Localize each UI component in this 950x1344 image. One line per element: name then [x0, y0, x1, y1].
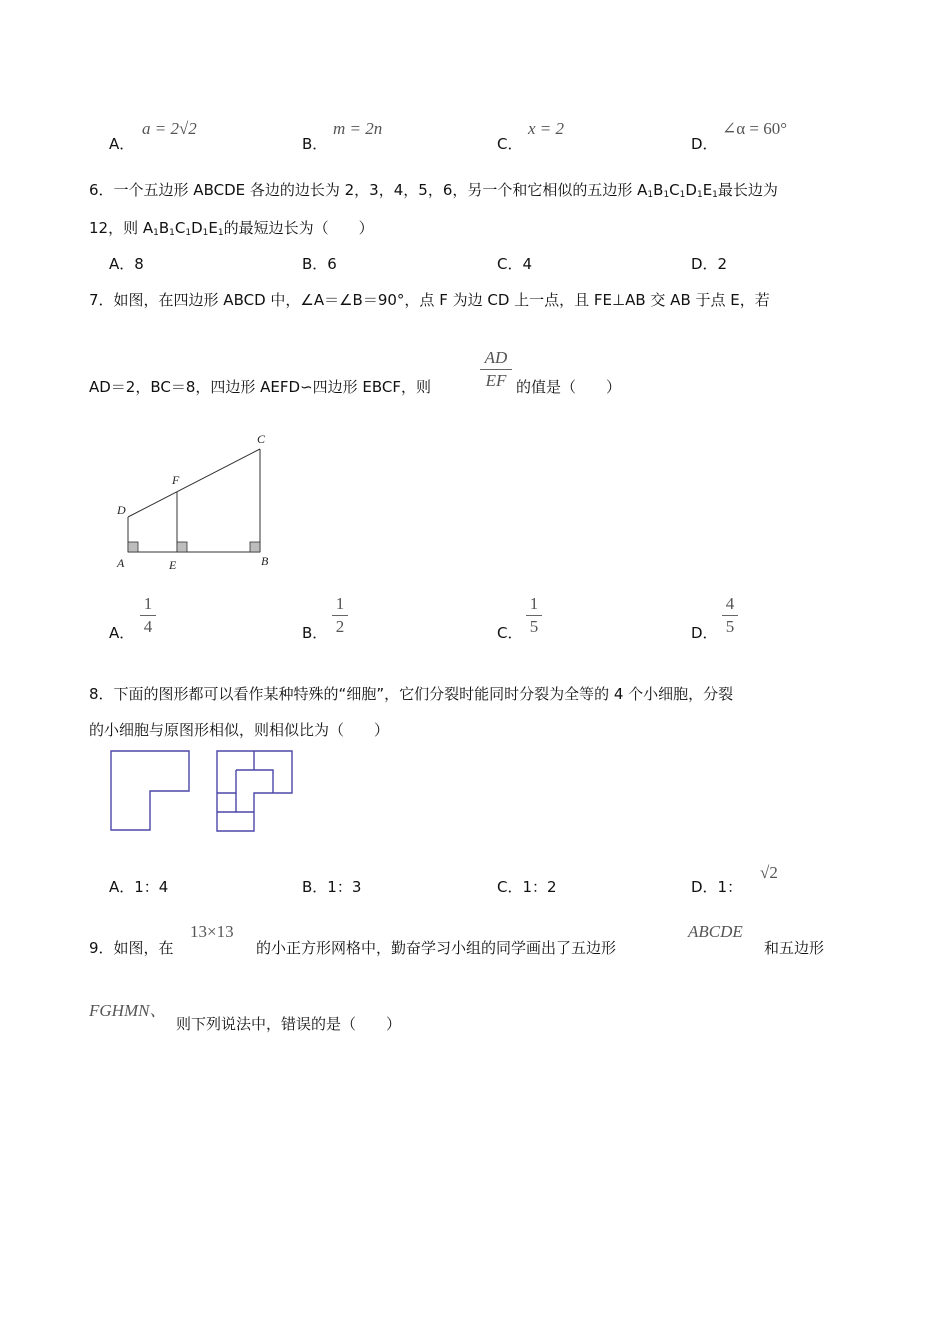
- q9-pre: 9．如图，在: [89, 939, 174, 957]
- q5-option-d-math: ∠α = 60°: [722, 119, 788, 138]
- q7-option-a-fraction: 1 4: [140, 594, 156, 637]
- q7-line-2-pre: AD＝2，BC＝8，四边形 AEFD∽四边形 EBCF，则: [89, 378, 432, 396]
- segment-dc: [128, 449, 260, 517]
- q7-line-2-post: 的值是（ ）: [516, 378, 622, 396]
- q6-option-c: C．4: [497, 255, 533, 273]
- l-shape-original: [111, 751, 189, 830]
- q8-option-d-math: √2: [760, 863, 778, 882]
- q6-line-1: [89, 179, 778, 200]
- q9-polygon-fghmn: FGHMN、: [89, 1001, 167, 1020]
- q7-option-b-label: B．: [302, 624, 328, 642]
- q6-line2-post: 的最短边长为（ ）: [223, 219, 374, 237]
- q8-line-2: 的小细胞与原图形相似，则相似比为（ ）: [89, 721, 390, 739]
- q8-line-1: 8．下面的图形都可以看作某种特殊的“细胞”，它们分裂时能同时分裂为全等的 4 个小细胞，分裂: [89, 685, 734, 703]
- q9-post: 和五边形: [764, 939, 825, 957]
- q5-option-a-label: A．: [109, 135, 135, 153]
- q6-line-2: [89, 217, 374, 238]
- q7-ratio-fraction: [480, 348, 512, 391]
- q9-grid-size: 13×13: [190, 922, 234, 941]
- right-angle-mark-a: [128, 542, 138, 552]
- q5-option-c-label: C．: [497, 135, 523, 153]
- label-c: C: [257, 432, 266, 446]
- q7-option-c-fraction: 1 5: [526, 594, 542, 637]
- q6-line1-pre: 6．一个五边形 ABCDE 各边的边长为 2，3，4，5，6，另一个和它相似的五边形: [89, 181, 638, 199]
- q7-option-b-fraction: 1 2: [332, 594, 348, 637]
- q9-line-2: 则下列说法中，错误的是（ ）: [176, 1015, 402, 1033]
- q8-option-a: A．1：4: [109, 878, 169, 896]
- q5-option-b-label: B．: [302, 135, 328, 153]
- q8-figure-l-shapes: [105, 745, 305, 840]
- right-angle-mark-b: [250, 542, 260, 552]
- q7-option-d-fraction: 4 5: [722, 594, 738, 637]
- q7-line-1: 7．如图，在四边形 ABCD 中，∠A＝∠B＝90°，点 F 为边 CD 上一点，且 FE⊥AB 交 AB 于点 E，若: [89, 291, 770, 309]
- q6-line1-post: 最长边为: [717, 181, 778, 199]
- q5-option-c-math: x = 2: [528, 119, 565, 138]
- q5-option-a-math: a = 2√2: [142, 119, 197, 138]
- label-f: F: [172, 473, 180, 487]
- divide-line-4: [236, 793, 254, 812]
- q9-mid: 的小正方形网格中，勤奋学习小组的同学画出了五边形: [256, 939, 617, 957]
- label-b: B: [261, 554, 269, 568]
- q8-option-c: C．1：2: [497, 878, 557, 896]
- q9-polygon-abcde: ABCDE: [688, 922, 743, 941]
- q7-option-a-label: A．: [109, 624, 135, 642]
- q6-polygon-name-2: $A_1B_1C_1D_1E_1$: [142, 219, 224, 238]
- q6-option-d: D．2: [691, 255, 728, 273]
- q8-option-b: B．1：3: [302, 878, 362, 896]
- divide-line-3: [217, 770, 236, 793]
- label-a: A: [117, 556, 125, 570]
- label-e: E: [169, 558, 177, 572]
- q6-option-b: B．6: [302, 255, 337, 273]
- q7-option-c-label: C．: [497, 624, 523, 642]
- q7-fraction-denominator: EF: [485, 371, 507, 390]
- q5-option-b-math: m = 2n: [333, 119, 383, 138]
- divide-line-1: [236, 770, 273, 793]
- q6-line2-pre: 12，则: [89, 219, 143, 237]
- label-d: D: [117, 503, 126, 517]
- q8-option-d: D．1：: [691, 878, 743, 896]
- q6-option-a: A．8: [109, 255, 144, 273]
- q5-option-d-label: D．: [691, 135, 718, 153]
- right-angle-mark-e: [177, 542, 187, 552]
- q7-fraction-numerator: AD: [484, 348, 508, 367]
- q6-polygon-name: $A_1B_1C_1D_1E_1$: [637, 181, 718, 200]
- q7-figure-quadrilateral: [100, 425, 290, 575]
- q7-option-d-label: D．: [691, 624, 718, 642]
